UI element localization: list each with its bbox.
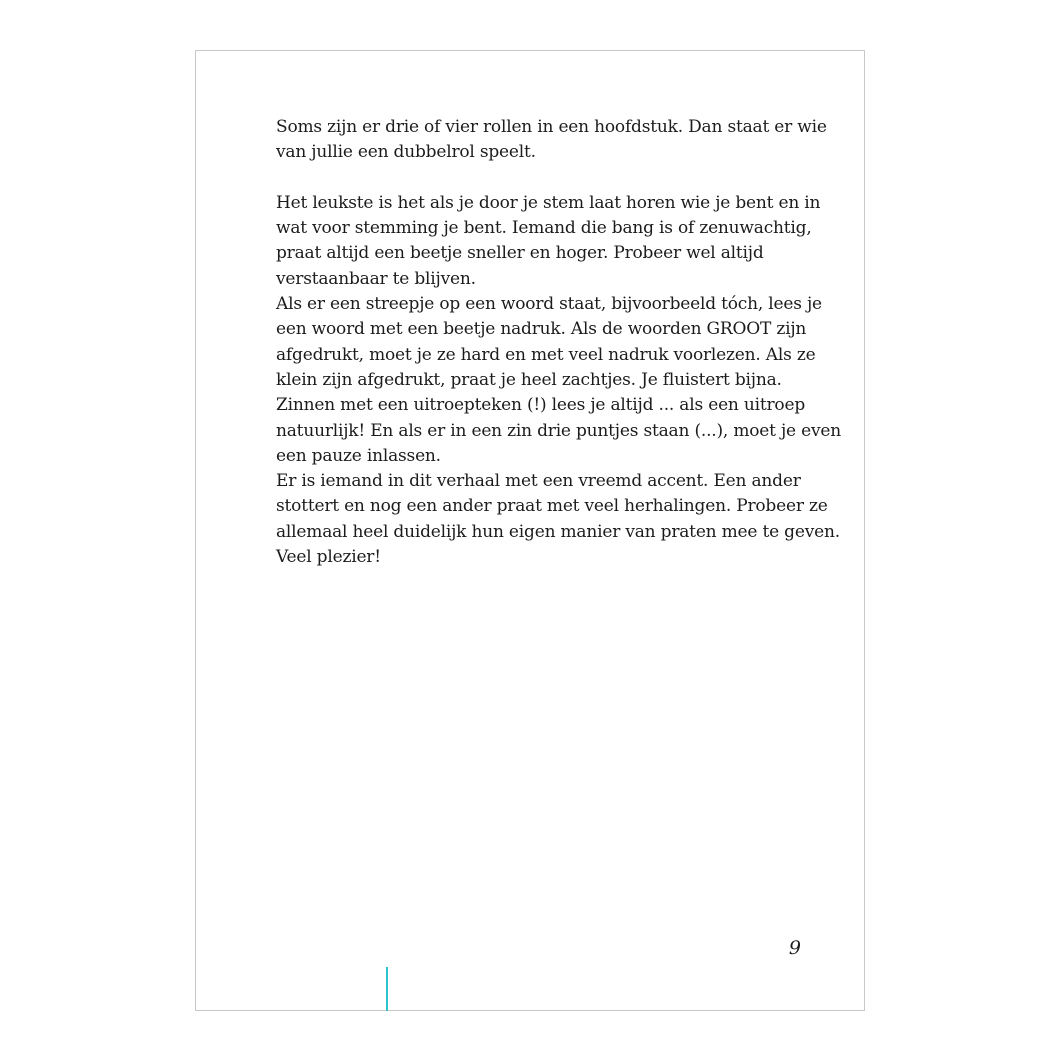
text-line: praat altijd een beetje sneller en hoger. Probeer wel altijd xyxy=(276,243,764,264)
text-line: allemaal heel duidelijk hun eigen manier van praten mee te geven. xyxy=(276,521,840,542)
paragraph-characters xyxy=(276,469,840,570)
text-line: Veel plezier! xyxy=(276,547,381,568)
text-line: wat voor stemming je bent. Iemand die bang is of zenuwachtig, xyxy=(276,218,812,239)
text-line: Zinnen met een uitroepteken (!) lees je altijd ... als een uitroep xyxy=(276,395,806,416)
accent-line xyxy=(386,967,388,1011)
paragraph-emphasis xyxy=(276,292,822,393)
book-page xyxy=(195,50,865,1011)
text-line: van jullie een dubbelrol speelt. xyxy=(276,142,536,163)
paragraph-intro xyxy=(276,115,827,166)
text-line: Als er een streepje op een woord staat, bijvoorbeeld tóch, lees je xyxy=(276,294,822,315)
text-line: natuurlijk! En als er in een zin drie puntjes staan (...), moet je even xyxy=(276,420,841,441)
paragraph-punctuation xyxy=(276,393,841,469)
text-line: Het leukste is het als je door je stem laat horen wie je bent en in xyxy=(276,192,821,213)
text-line: afgedrukt, moet je ze hard en met veel nadruk voorlezen. Als ze xyxy=(276,344,816,365)
text-line: klein zijn afgedrukt, praat je heel zachtjes. Je fluistert bijna. xyxy=(276,369,782,390)
text-line: Soms zijn er drie of vier rollen in een hoofdstuk. Dan staat er wie xyxy=(276,117,827,137)
text-line: een pauze inlassen. xyxy=(276,445,441,466)
text-line: een woord met een beetje nadruk. Als de woorden GROOT zijn xyxy=(276,319,807,340)
body-text xyxy=(276,115,841,570)
text-line: Er is iemand in dit verhaal met een vreemd accent. Een ander xyxy=(276,471,801,492)
text-line: verstaanbaar te blijven. xyxy=(276,268,476,289)
paragraph-voice xyxy=(276,191,821,292)
page-number: 9 xyxy=(788,937,801,959)
text-line: stottert en nog een ander praat met veel herhalingen. Probeer ze xyxy=(276,496,828,517)
